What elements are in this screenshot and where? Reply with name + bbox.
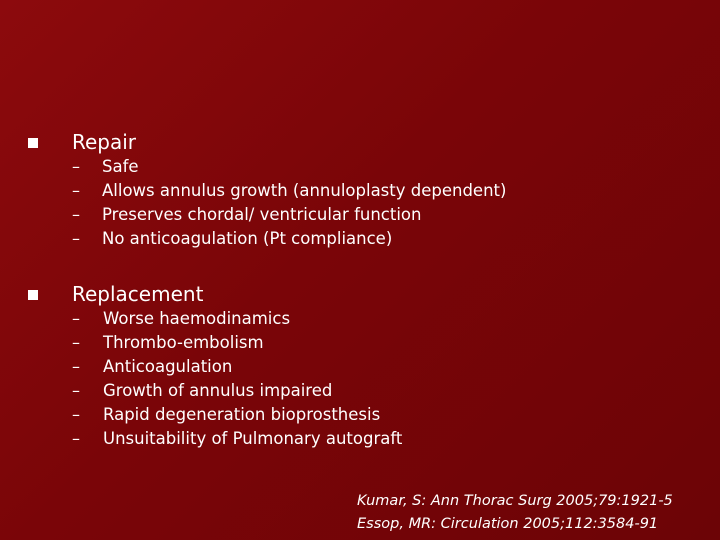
list-item-text: Worse haemodinamics xyxy=(103,309,291,328)
dash-bullet: – xyxy=(72,229,80,248)
references xyxy=(357,490,673,536)
list-item-text: No anticoagulation (Pt compliance) xyxy=(102,229,393,248)
dash-bullet: – xyxy=(72,357,80,376)
dash-bullet: – xyxy=(72,381,80,400)
dash-bullet: – xyxy=(72,181,80,200)
list-item-text: Thrombo-embolism xyxy=(103,333,264,352)
list-item-text: Unsuitability of Pulmonary autograft xyxy=(103,429,403,448)
dash-bullet: – xyxy=(72,157,80,176)
reference-line: Essop, MR: Circulation 2005;112:3584-91 xyxy=(357,516,659,532)
dash-bullet: – xyxy=(72,205,80,224)
list-item-text: Allows annulus growth (annuloplasty dependent) xyxy=(102,181,507,200)
repair-heading: Repair xyxy=(72,130,137,154)
replacement-heading: Replacement xyxy=(72,282,204,306)
list-item-text: Rapid degeneration bioprosthesis xyxy=(103,405,381,424)
dash-bullet: – xyxy=(72,429,80,448)
list-item-text: Growth of annulus impaired xyxy=(103,381,333,400)
dash-bullet: – xyxy=(72,405,80,424)
dash-bullet: – xyxy=(72,333,80,352)
list-item-text: Anticoagulation xyxy=(103,357,233,376)
list-item-text: Safe xyxy=(102,157,139,176)
dash-bullet: – xyxy=(72,309,80,328)
square-bullet-icon xyxy=(28,138,38,148)
square-bullet-icon xyxy=(28,290,38,300)
list-item-text: Preserves chordal/ ventricular function xyxy=(102,205,422,224)
reference-line: Kumar, S: Ann Thorac Surg 2005;79:1921-5 xyxy=(357,493,673,509)
